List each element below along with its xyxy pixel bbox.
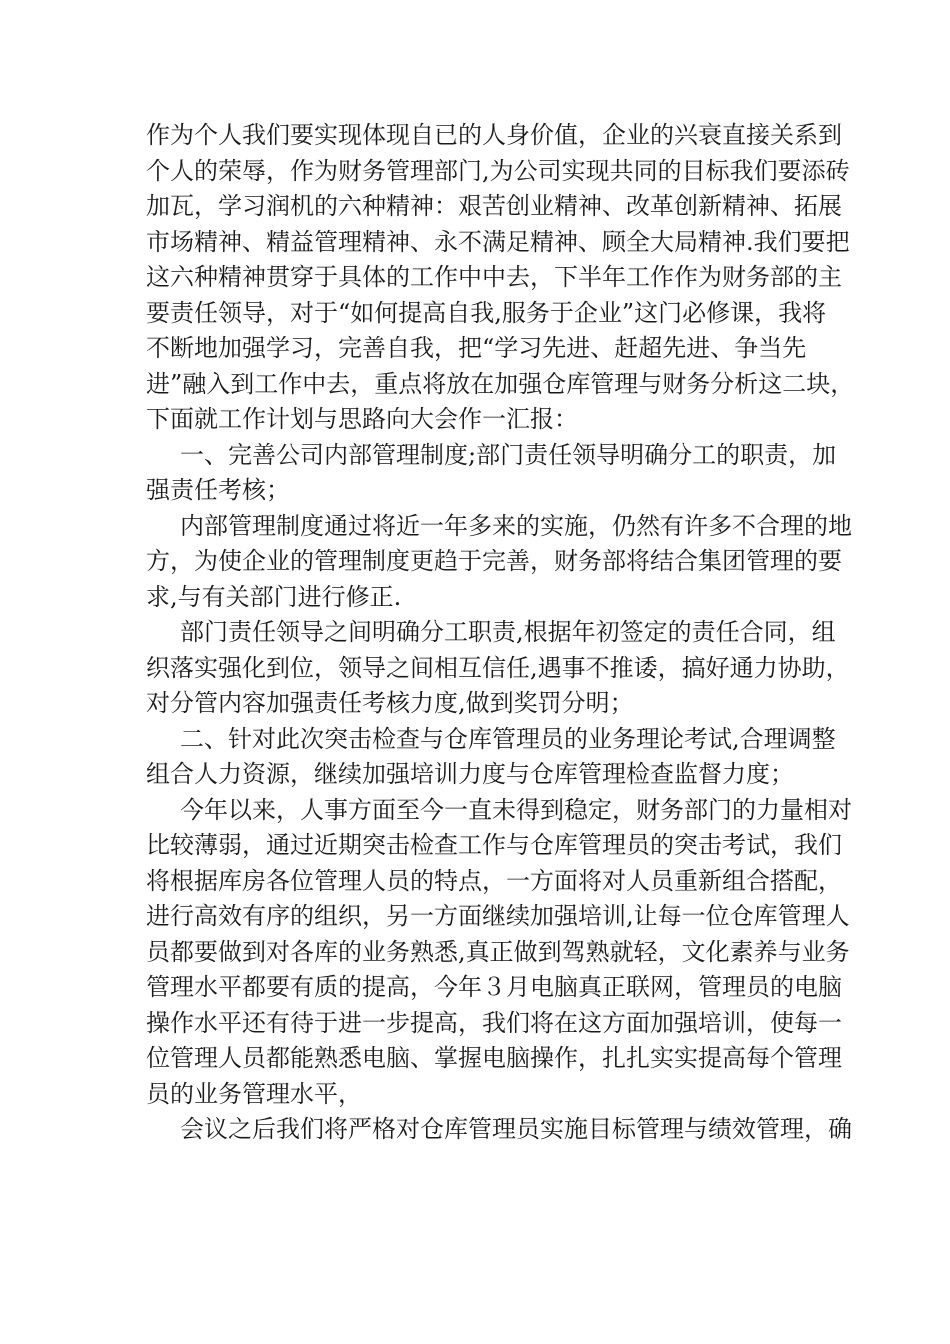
text-line: 强责任考核； — [146, 476, 290, 504]
text-line: 进”融入到工作中去，重点将放在加强仓库管理与财务分析这二块， — [146, 369, 855, 398]
text-line: 织落实强化到位，领导之间相互信任,遇事不推诿，搞好通力协助， — [146, 653, 850, 682]
text-line: 进行高效有序的组织，另一方面继续加强培训,让每一位仓库管理人 — [146, 902, 850, 930]
text-line: 方，为使企业的管理制度更趋于完善，财务部将结合集团管理的要 — [146, 547, 842, 575]
text-line: 对分管内容加强责任考核力度,做到奖罚分明； — [146, 689, 634, 717]
text-line: 比较薄弱，通过近期突击检查工作与仓库管理员的突击考试，我们 — [146, 831, 842, 859]
text-line: 内部管理制度通过将近一年多来的实施，仍然有许多不合理的地 — [180, 511, 852, 540]
text-line: 二、针对此次突击检查与仓库管理员的业务理论考试,合理调整 — [180, 724, 836, 753]
text-line: 部门责任领导之间明确分工职责,根据年初签定的责任合同，组 — [180, 618, 836, 646]
text-line: 不断地加强学习，完善自我，把“学习先进、赶超先进、争当先 — [146, 334, 807, 362]
text-line: 员的业务管理水平， — [146, 1079, 362, 1108]
text-line: 操作水平还有待于进一步提高，我们将在这方面加强培训，使每一 — [146, 1008, 842, 1037]
text-line: 下面就工作计划与思路向大会作一汇报： — [146, 405, 578, 433]
text-line: 今年以来，人事方面至今一直未得到稳定，财务部门的力量相对 — [180, 795, 852, 824]
text-line: 作为个人我们要实现体现自已的人身价值，企业的兴衰直接关系到 — [146, 121, 842, 149]
text-line: 员都要做到对各库的业务熟悉,真正做到驾熟就轻，文化素养与业务 — [146, 937, 850, 966]
text-line: 组合人力资源，继续加强培训力度与仓库管理检查监督力度； — [146, 760, 794, 788]
text-line: 管理水平都要有质的提高，今年３月电脑真正联网，管理员的电脑 — [146, 973, 842, 1001]
text-line: 市场精神、精益管理精神、永不满足精神、顾全大局精神.我们要把 — [146, 227, 850, 256]
document-body — [146, 118, 855, 1148]
text-line: 这六种精神贯穿于具体的工作中中去，下半年工作作为财务部的主 — [146, 263, 842, 291]
text-line: 个人的荣辱，作为财务管理部门,为公司实现共同的目标我们要添砖 — [146, 156, 850, 185]
text-line: 位管理人员都能熟悉电脑、掌握电脑操作，扎扎实实提高每个管理 — [146, 1044, 842, 1072]
text-line: 一、完善公司内部管理制度;部门责任领导明确分工的职责，加 — [180, 440, 837, 469]
text-line: 要责任领导，对于“如何提高自我,服务于企业”这门必修课，我将 — [146, 298, 827, 327]
text-line: 将根据库房各位管理人员的特点，一方面将对人员重新组合搭配， — [146, 866, 842, 895]
text-line: 求,与有关部门进行修正. — [146, 582, 402, 611]
text-line: 会议之后我们将严格对仓库管理员实施目标管理与绩效管理，确 — [180, 1115, 852, 1143]
text-line: 加瓦，学习润机的六种精神：艰苦创业精神、改革创新精神、拓展 — [146, 192, 842, 220]
